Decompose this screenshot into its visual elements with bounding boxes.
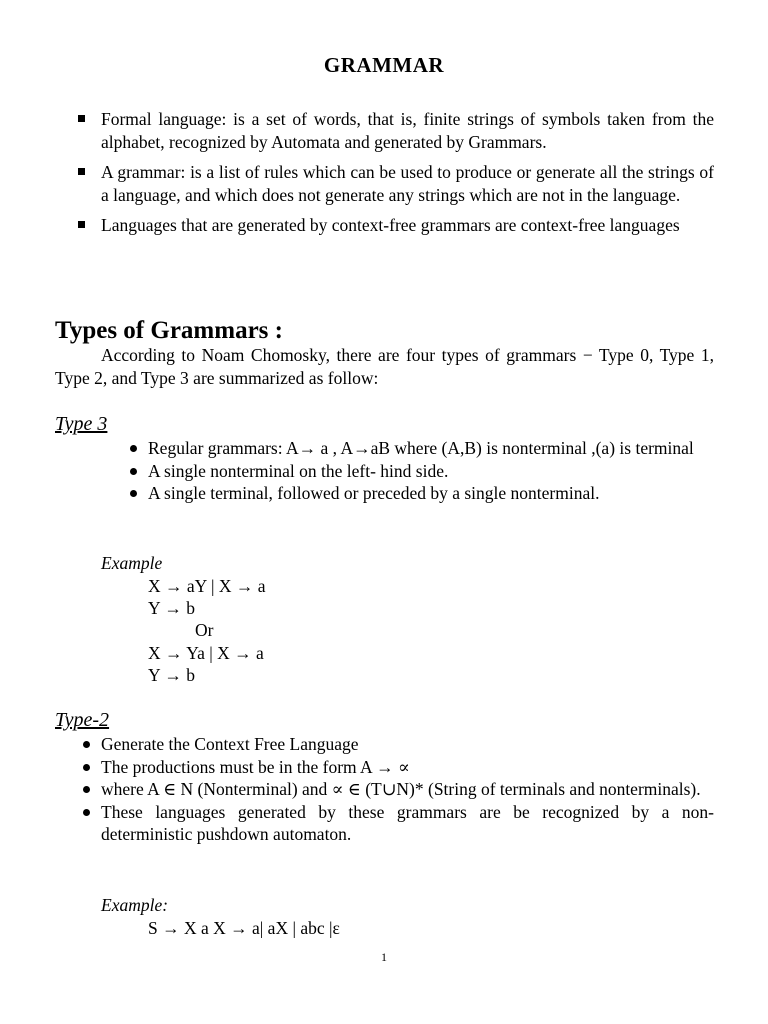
page-title: GRAMMAR (323, 53, 445, 77)
list-item-text: A single nonterminal on the left- hind side. (148, 460, 449, 481)
bullet-dot-icon (83, 741, 90, 748)
square-bullet-icon (78, 221, 85, 228)
list-item-text: The productions must be in the form A → ∝ (101, 756, 410, 777)
list-item-text: where A ∈ N (Nonterminal) and ∝ ∈ (T∪N)* (String of terminals and nonterminals). (101, 779, 701, 799)
square-bullet-icon (78, 168, 85, 175)
section-heading: Types of Grammars : (55, 317, 283, 344)
definitions-list (78, 108, 714, 245)
square-bullet-icon (78, 115, 85, 122)
list-item (78, 161, 714, 206)
list-item (78, 214, 714, 237)
type3-list (125, 437, 715, 505)
list-item-text: Regular grammars: A→ a , A→aB where (A,B) is nonterminal ,(a) is terminal (148, 438, 694, 458)
bullet-dot-icon (83, 786, 90, 793)
list-item-text: Languages that are generated by context-free grammars are context-free languages (101, 215, 680, 235)
bullet-dot-icon (83, 764, 90, 771)
type2-list (78, 733, 714, 846)
bullet-dot-icon (130, 468, 137, 475)
type2-example-line: S → X a X → a| aX | abc |ε (148, 918, 340, 938)
type3-heading: Type 3 (55, 413, 108, 435)
type3-example-line: Y → b (148, 665, 195, 685)
list-item-text: Generate the Context Free Language (101, 734, 359, 754)
list-item (78, 756, 714, 779)
type3-example-or: Or (195, 620, 214, 640)
type3-example-label: Example (101, 553, 163, 573)
section-intro (55, 344, 714, 389)
page-number: 1 (381, 950, 387, 964)
list-item-text: Formal language: is a set of words, that is, finite strings of symbols taken from the alphabet, recognized by Automata and generated by Grammars. (101, 109, 714, 152)
list-item (78, 778, 714, 801)
list-item-text: A single terminal, followed or preceded by a single nonterminal. (148, 483, 600, 503)
bullet-dot-icon (130, 445, 137, 452)
list-item (125, 460, 715, 483)
bullet-dot-icon (130, 490, 137, 497)
list-item-text: These languages generated by these grammars are be recognized by a non-deterministic pushdown automaton. (101, 801, 714, 844)
list-item (78, 733, 714, 756)
list-item (78, 108, 714, 153)
type3-example-line: X → Ya | X → a (148, 643, 264, 663)
list-item-text: A grammar: is a list of rules which can be used to produce or generate all the strings of a language, and which does not generate any strings which are not in the language. (101, 162, 714, 205)
list-item (125, 437, 715, 460)
bullet-dot-icon (83, 809, 90, 816)
type2-example-label: Example: (101, 895, 169, 915)
section-intro-text: According to Noam Chomosky, there are four types of grammars − Type 0, Type 1, Type 2, and Type 3 are summarized as follow: (55, 345, 714, 388)
type2-heading: Type-2 (55, 709, 110, 731)
type3-example-line: X → aY | X → a (148, 576, 266, 596)
type3-example-line: Y → b (148, 598, 195, 618)
list-item (78, 801, 714, 846)
list-item (125, 482, 715, 505)
